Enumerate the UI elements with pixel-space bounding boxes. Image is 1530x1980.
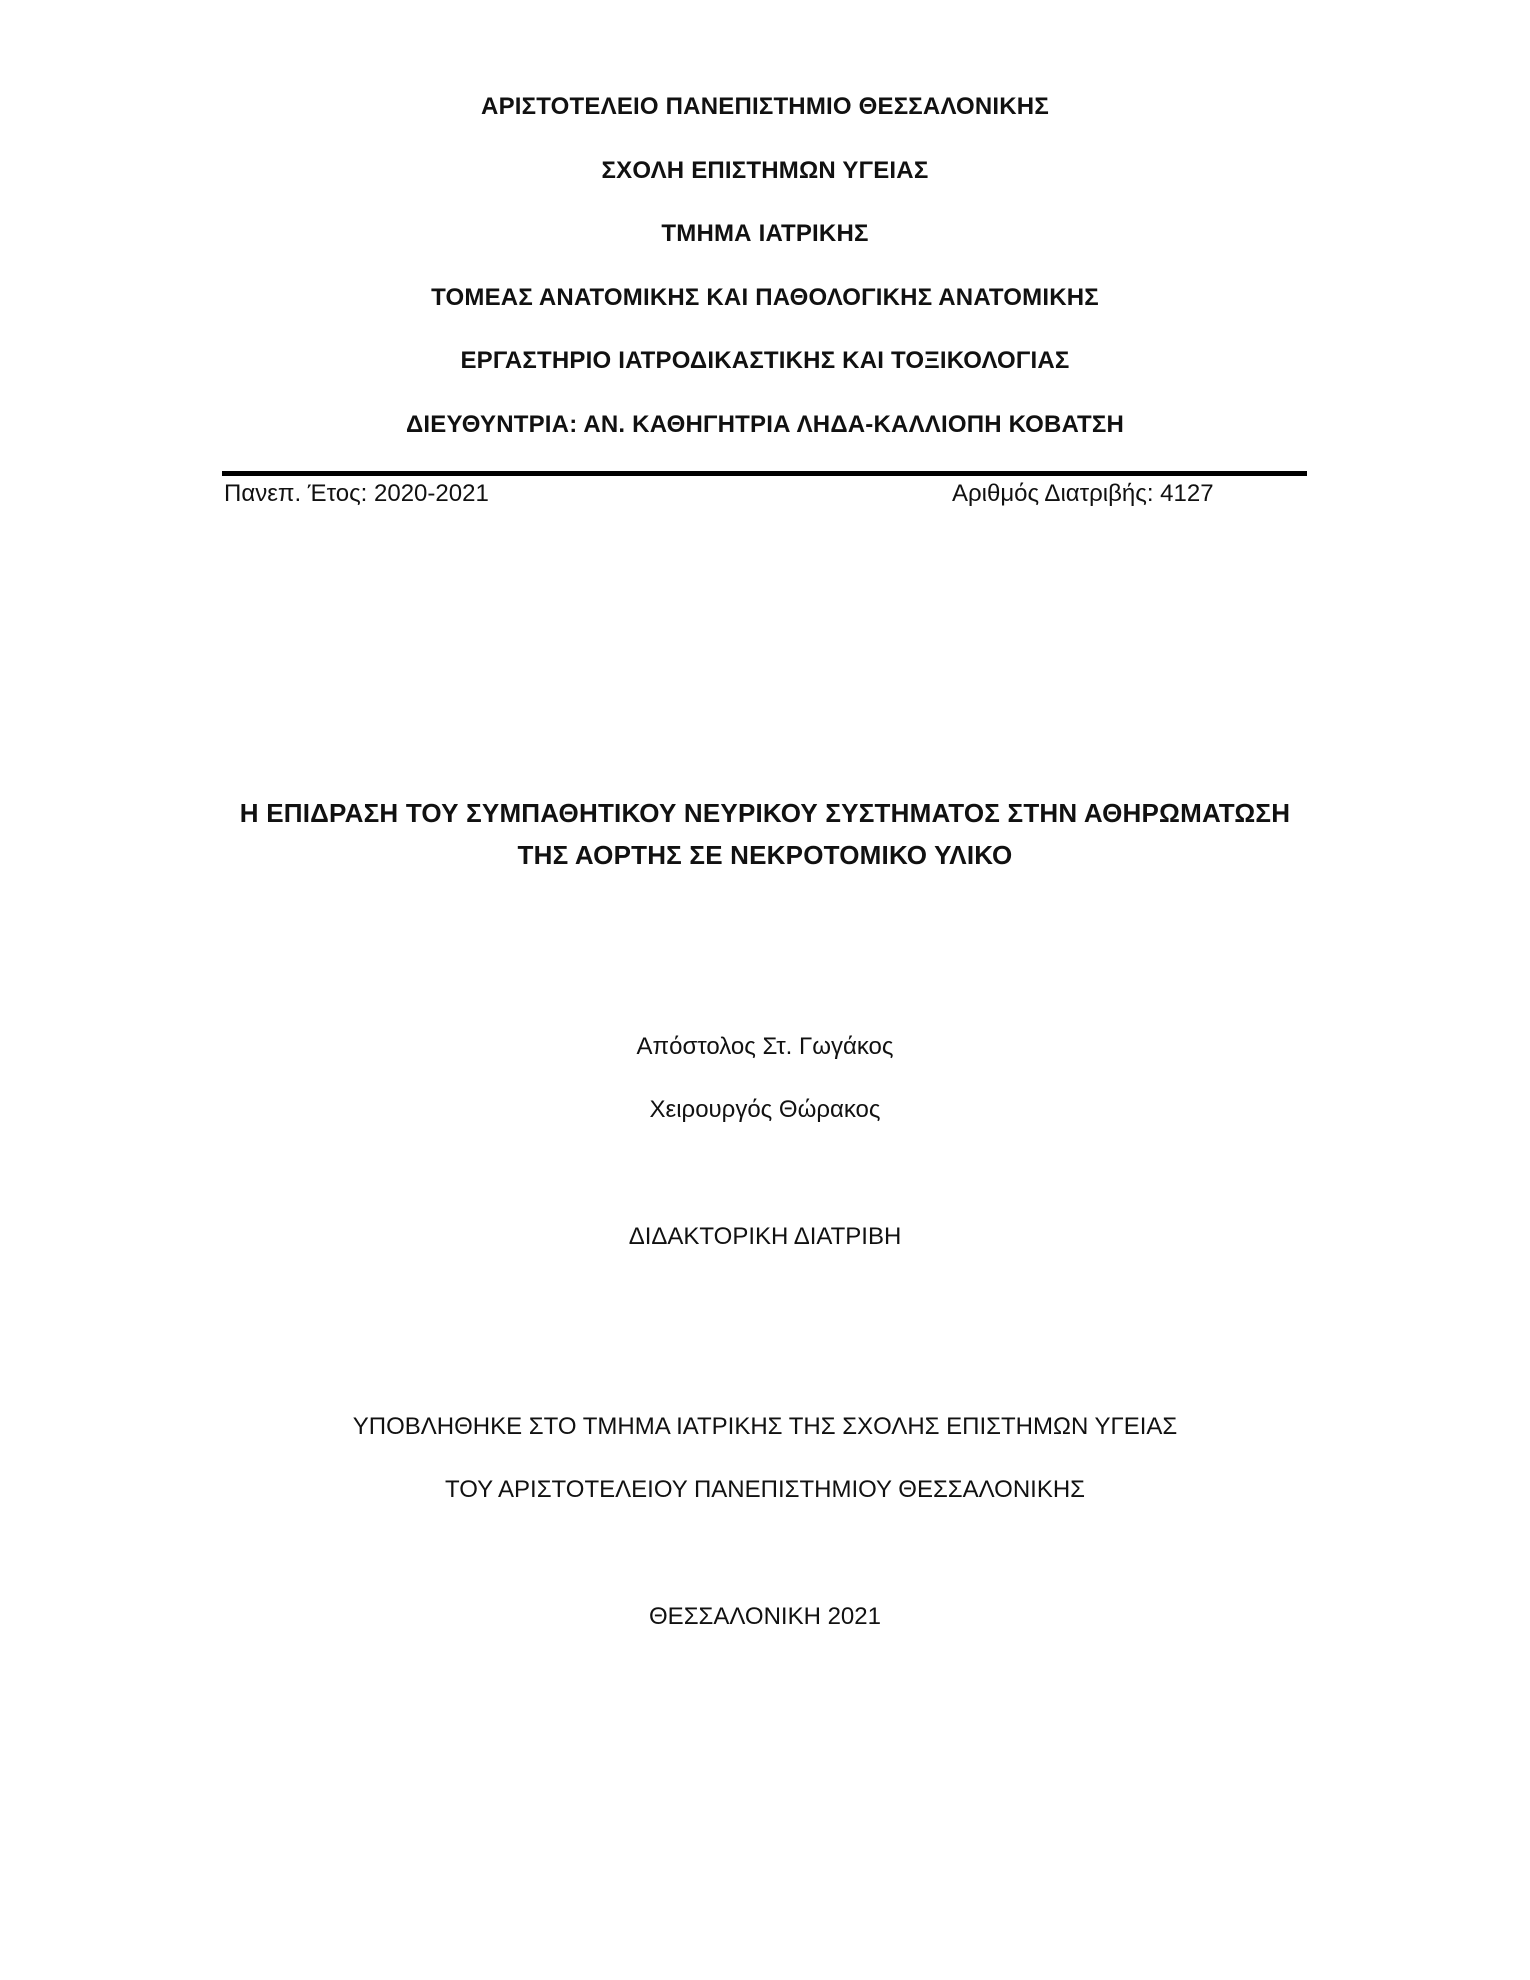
director-line: ΔΙΕΥΘΥΝΤΡΙΑ: ΑΝ. ΚΑΘΗΓΗΤΡΙΑ ΛΗΔΑ-ΚΑΛΛΙΟΠΗ ΚΟΒΑΤΣΗ [405, 411, 1125, 438]
university-name: ΑΡΙΣΤΟΤΕΛΕΙΟ ΠΑΝΕΠΙΣΤΗΜΙΟ ΘΕΣΣΑΛΟΝΙΚΗΣ [481, 93, 1049, 120]
header-divider [222, 471, 1307, 476]
sector-name: ΤΟΜΕΑΣ ΑΝΑΤΟΜΙΚΗΣ ΚΑΙ ΠΑΘΟΛΟΓΙΚΗΣ ΑΝΑΤΟΜΙΚΗΣ [431, 284, 1099, 311]
thesis-number: Αριθμός Διατριβής: 4127 [952, 480, 1214, 507]
school-name: ΣΧΟΛΗ ΕΠΙΣΤΗΜΩΝ ΥΓΕΙΑΣ [601, 157, 929, 184]
laboratory-name: ΕΡΓΑΣΤΗΡΙΟ ΙΑΤΡΟΔΙΚΑΣΤΙΚΗΣ ΚΑΙ ΤΟΞΙΚΟΛΟΓΙΑΣ [460, 347, 1070, 374]
author-title: Χειρουργός Θώρακος [649, 1096, 881, 1123]
document-type: ΔΙΔΑΚΤΟΡΙΚΗ ΔΙΑΤΡΙΒΗ [628, 1223, 902, 1250]
department-name: ΤΜΗΜΑ ΙΑΤΡΙΚΗΣ [661, 220, 869, 247]
place-and-year: ΘΕΣΣΑΛΟΝΙΚΗ 2021 [649, 1603, 881, 1630]
submission-line-1: ΥΠΟΒΛΗΘΗΚΕ ΣΤΟ ΤΜΗΜΑ ΙΑΤΡΙΚΗΣ ΤΗΣ ΣΧΟΛΗΣ ΕΠΙΣΤΗΜΩΝ ΥΓΕΙΑΣ [352, 1413, 1178, 1440]
author-name: Απόστολος Στ. Γωγάκος [636, 1033, 894, 1060]
thesis-title-line-1: Η ΕΠΙΔΡΑΣΗ ΤΟΥ ΣΥΜΠΑΘΗΤΙΚΟΥ ΝΕΥΡΙΚΟΥ ΣΥΣΤΗΜΑΤΟΣ ΣΤΗΝ ΑΘΗΡΩΜΑΤΩΣΗ [239, 798, 1291, 828]
thesis-title-line-2: ΤΗΣ ΑΟΡΤΗΣ ΣΕ ΝΕΚΡΟΤΟΜΙΚΟ ΥΛΙΚΟ [517, 840, 1013, 870]
submission-line-2: ΤΟΥ ΑΡΙΣΤΟΤΕΛΕΙΟΥ ΠΑΝΕΠΙΣΤΗΜΙΟΥ ΘΕΣΣΑΛΟΝΙΚΗΣ [445, 1476, 1085, 1503]
academic-year: Πανεπ. Έτος: 2020-2021 [224, 480, 489, 507]
